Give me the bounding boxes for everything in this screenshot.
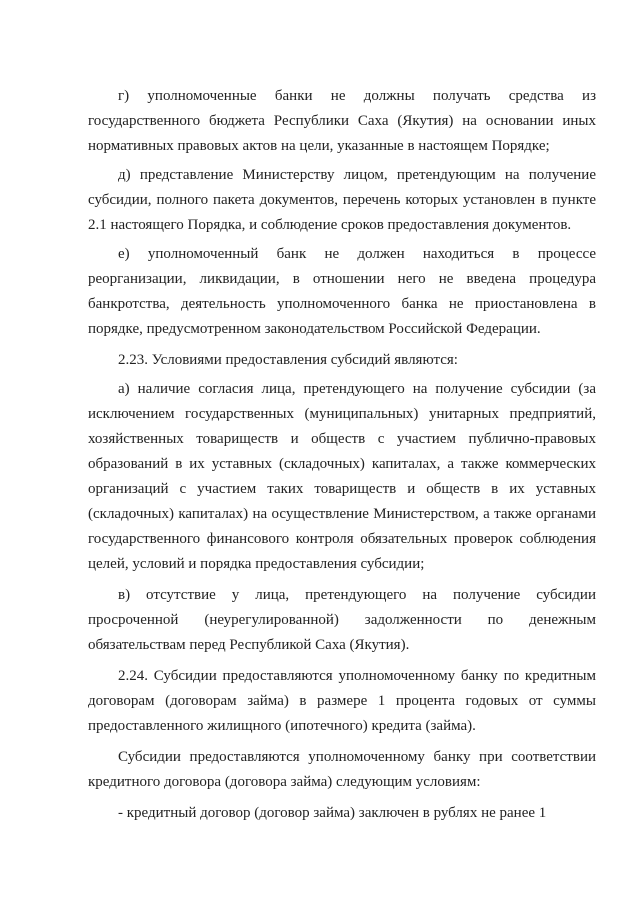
paragraph-credit-agreement-ruble: - кредитный договор (договор займа) заключен в рублях не ранее 1 — [118, 805, 547, 821]
paragraph-2-24-subsidy-rate: 2.24. Субсидии предоставляются уполномоченному банку по кредитным договорам (договорам займа) в размере 1 процента годовых от суммы предоставленного жилищного (ипотечного) кредита (займа). — [88, 668, 596, 734]
document-body — [88, 84, 596, 826]
paragraph-a-consent: а) наличие согласия лица, претендующего на получение субсидии (за исключением государственных (муниципальных) унитарных предприятий, хозяйственных товариществ и обществ с участием публично-правовых образований в их уставных (складочных) капиталах, а также коммерческих организаций с участием таких товариществ и обществ в их уставных (складочных) капиталах) на осуществление Министерством, а также органами государственного финансового контроля обязательных проверок соблюдения целей, условий и порядка предоставления субсидии; — [88, 381, 596, 572]
paragraph-d-documents-submission: д) представление Министерству лицом, претендующим на получение субсидии, полного пакета документов, перечень которых установлен в пункте 2.1 настоящего Порядка, и соблюдение сроков предоставления документов. — [88, 167, 596, 233]
paragraph-subsidy-conditions: Субсидии предоставляются уполномоченному банку при соответствии кредитного договора (договора займа) следующим условиям: — [88, 749, 596, 790]
paragraph-v-no-debt: в) отсутствие у лица, претендующего на получение субсидии просроченной (неурегулированной) задолженности по денежным обязательствам перед Республикой Саха (Якутия). — [88, 587, 596, 653]
paragraph-g-funds-restriction: г) уполномоченные банки не должны получать средства из государственного бюджета Республики Саха (Якутия) на основании иных нормативных правовых актов на цели, указанные в настоящем Порядке; — [88, 88, 596, 154]
paragraph-e-bank-status: е) уполномоченный банк не должен находиться в процессе реорганизации, ликвидации, в отношении него не введена процедура банкротства, деятельность уполномоченного банка не приостановлена в порядке, предусмотренном законодательством Российской Федерации. — [88, 246, 596, 337]
paragraph-2-23-heading: 2.23. Условиями предоставления субсидий являются: — [118, 352, 458, 368]
